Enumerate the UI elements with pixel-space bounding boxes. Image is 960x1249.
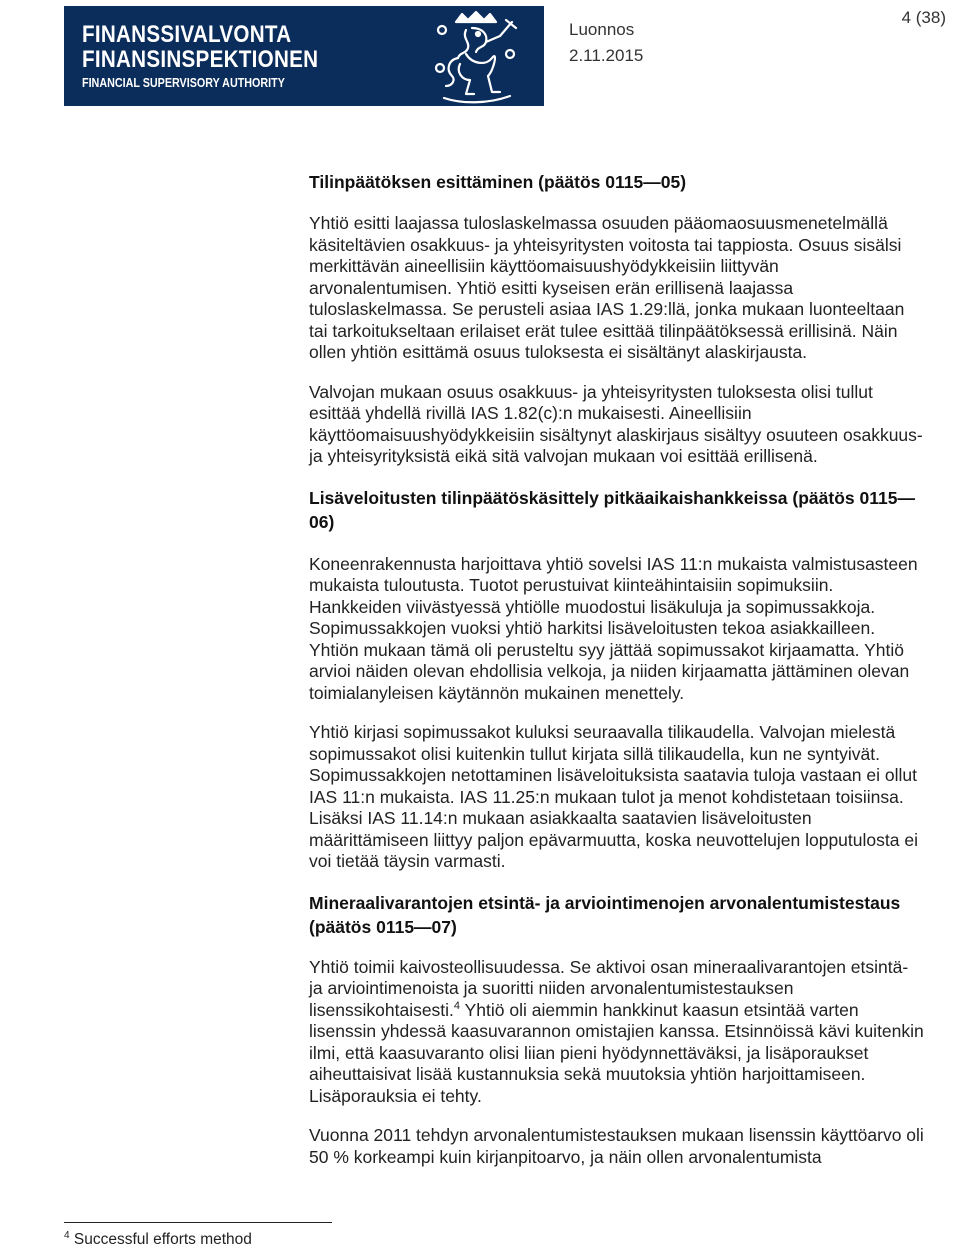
draft-label: Luonnos xyxy=(569,20,635,39)
paragraph: Valvojan mukaan osuus osakkuus- ja yhteisyritysten tuloksesta olisi tullut esittää yhdellä rivillä IAS 1.82(c):n mukaisesti. Aineellisiin käyttöomaisuushyödykkeisiin sisältynyt alaskirjaus sisältyy osuuteen osakkuus- ja yhteisyrityksistä eikä sitä valvojan mukaan voi esittää erillisenä. xyxy=(309,381,923,466)
footnote xyxy=(64,1231,252,1249)
paragraph: Koneenrakennusta harjoittava yhtiö sovelsi IAS 11:n mukaista valmistusasteen mukaista tuloutusta. Tuotot perustuivat kiinteähintaisiin sopimuksiin. Hankkeiden viivästyessä yhtiölle muodostui lisäkuluja ja sopimussakkoja. Sopimussakkojen vuoksi yhtiö harkitsi lisäveloitusten tekoa asiakkailleen. Yhtiön mukaan tämä oli perusteltu syy jättää sopimussakot kirjaamatta. Yhtiö arvioi näiden olevan ehdollisia velkoja, ja niiden kirjaamatta jättäminen olevan toimialanyleisen käytännön mukainen menettely. xyxy=(309,553,918,703)
draft-date: 2.11.2015 xyxy=(569,46,644,65)
paragraph-text: Yhtiö toimii kaivosteollisuudessa. Se aktivoi osan mineraalivarantojen etsintä- ja arviointimenoista ja suoritti niiden arvonalentumistestauksen lisenssikohtaisesti. xyxy=(309,956,909,1020)
paragraph: Yhtiö kirjasi sopimussakot kuluksi seuraavalla tilikaudella. Valvojan mielestä sopimussakot olisi kuitenkin tullut kirjata sillä tilikaudella, kun ne syntyivät. Sopimussakkojen netottaminen lisäveloituksista saatavia tuloja vastaan ei ollut IAS 11:n mukaista. IAS 11.25:n mukaan tulot ja menot kohdistetaan toisiinsa. Lisäksi IAS 11.14:n mukaan asiakkaalta saatavien lisäveloitusten määrittämiseen liittyy paljon epävarmuutta, koska neuvottelujen lopputulosta ei voi tietää täysin varmasti. xyxy=(309,722,918,871)
section-heading: Mineraalivarantojen etsintä- ja arviointimenojen arvonalentumistestaus (päätös 0115—07) xyxy=(309,892,901,937)
logo-line-sv: FINANSINSPEKTIONEN xyxy=(82,46,319,73)
paragraph: Yhtiö esitti laajassa tuloslaskelmassa osuuden pääomaosuusmenetelmällä käsiteltävien osakkuus- ja yhteisyritysten voitosta tai tappiosta. Osuus sisälsi merkittävän aineellisiin käyttöomaisuushyödykkeisiin liittyvän arvonalentumisen. Yhtiö esitti kyseisen erän erillisenä laajassa tuloslaskelmassa. Se perusteli asiaa IAS 1.29:llä, jonka mukaan luonteeltaan tai tarkoitukseltaan erilaiset erät tulee esittää tilinpäätöksessä erillisinä. Näin ollen yhtiön esittämä osuus tuloksesta ei sisältänyt alaskirjausta. xyxy=(309,213,905,362)
paragraph xyxy=(309,957,924,1108)
paragraph: Vuonna 2011 tehdyn arvonalentumistestauksen mukaan lisenssin käyttöarvo oli 50 % korkeampi kuin kirjanpitoarvo, ja näin ollen arvonalentumista xyxy=(309,1125,924,1167)
footnote-text: Successful efforts method xyxy=(69,1231,252,1248)
footnote-number: 4 xyxy=(64,1229,70,1241)
page-header xyxy=(0,0,960,114)
paragraph-text: Yhtiö oli aiemmin hankkinut kaasun etsintää varten lisenssin yhdessä kaasuvarannon omistajien kanssa. Etsinnöissä kävi kuitenkin ilmi, että kaasuvaranto olisi liian pieni hyödynnettäväksi, ja lisäporaukset aiheuttaisivat lisää kustannuksia sekä muutoksia yhtiön harjoittamiseen. Lisäporauksia ei tehty. xyxy=(309,999,924,1106)
footnote-reference[interactable]: 4 xyxy=(453,999,461,1012)
logo-line-fi: FINANSSIVALVONTA xyxy=(82,21,292,48)
page-number: 4 (38) xyxy=(901,8,946,27)
logo-wordmark xyxy=(82,22,357,91)
logo-line-en: FINANCIAL SUPERVISORY AUTHORITY xyxy=(82,76,285,90)
section-heading: Tilinpäätöksen esittäminen (päätös 0115—05) xyxy=(309,172,687,192)
document-body xyxy=(309,170,924,1168)
section-heading: Lisäveloitusten tilinpäätöskäsittely pitkäaikaishankkeissa (päätös 0115—06) xyxy=(309,487,915,532)
footnote-divider xyxy=(64,1222,332,1223)
lion-crest-icon xyxy=(426,8,526,104)
